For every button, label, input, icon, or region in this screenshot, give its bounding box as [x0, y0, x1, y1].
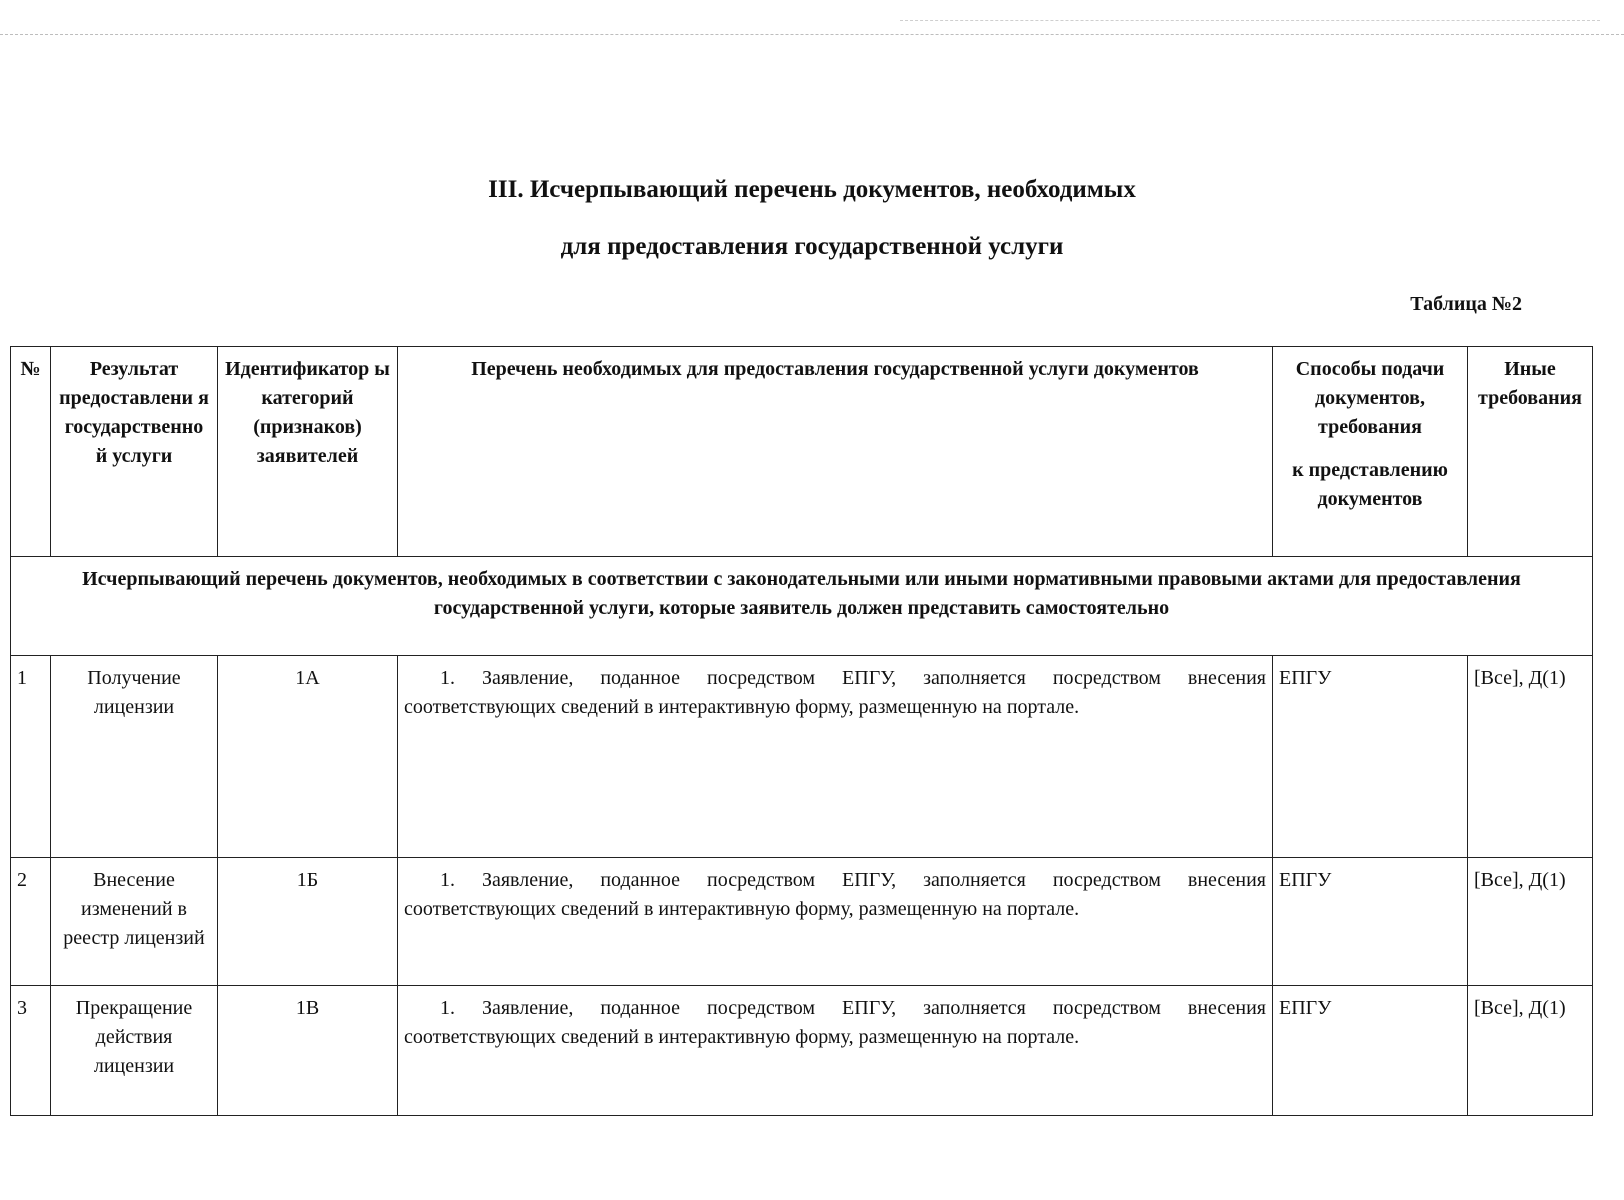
header-num: № — [11, 347, 51, 557]
header-submission-methods — [1273, 347, 1468, 557]
documents-table — [10, 346, 1593, 1116]
row-document-text: 1. Заявление, поданное посредством ЕПГУ, заполняется посредством внесения соответствующих сведений в интерактивную форму, размещенную на портале. — [404, 997, 1266, 1048]
header-applicant-ids: Идентификатор ы категорий (признаков) заявителей — [218, 347, 398, 557]
section-heading-continued: для предоставления государственной услуги — [560, 233, 1064, 260]
row-result: Прекращение действия лицензии — [51, 986, 218, 1116]
row-document-text: 1. Заявление, поданное посредством ЕПГУ, заполняется посредством внесения соответствующих сведений в интерактивную форму, размещенную на портале. — [404, 869, 1266, 920]
table-row — [11, 656, 1593, 858]
row-result: Получение лицензии — [51, 656, 218, 858]
row-submission-method: ЕПГУ — [1273, 656, 1468, 858]
header-methods-line1: Способы подачи документов, требования — [1295, 358, 1445, 438]
table-row — [11, 986, 1593, 1116]
row-num: 1 — [11, 656, 51, 858]
row-applicant-id: 1Б — [218, 858, 398, 986]
row-num: 3 — [11, 986, 51, 1116]
section-heading: III. Исчерпывающий перечень документов, необходимых — [488, 176, 1136, 203]
row-submission-method: ЕПГУ — [1273, 986, 1468, 1116]
row-num: 2 — [11, 858, 51, 986]
row-other-requirements: [Все], Д(1) — [1468, 656, 1593, 858]
row-other-requirements: [Все], Д(1) — [1468, 858, 1593, 986]
header-methods-line2: к представлению документов — [1292, 459, 1448, 510]
header-result: Результат предоставлени я государственно й услуги — [51, 347, 218, 557]
row-applicant-id: 1В — [218, 986, 398, 1116]
row-applicant-id: 1А — [218, 656, 398, 858]
row-document — [398, 986, 1273, 1116]
row-submission-method: ЕПГУ — [1273, 858, 1468, 986]
scan-artifact-line — [900, 20, 1600, 21]
table-section-row — [11, 557, 1593, 656]
table-caption: Таблица №2 — [1410, 293, 1522, 315]
table-header-row — [11, 347, 1593, 557]
row-document-text: 1. Заявление, поданное посредством ЕПГУ, заполняется посредством внесения соответствующих сведений в интерактивную форму, размещенную на портале. — [404, 667, 1266, 718]
table-row — [11, 858, 1593, 986]
header-other-requirements: Иные требования — [1468, 347, 1593, 557]
row-other-requirements: [Все], Д(1) — [1468, 986, 1593, 1116]
header-documents: Перечень необходимых для предоставления государственной услуги документов — [398, 347, 1273, 557]
row-document — [398, 656, 1273, 858]
scan-artifact-line — [0, 34, 1624, 35]
section-title: Исчерпывающий перечень документов, необходимых в соответствии с законодательными или иными нормативными правовыми актами для предоставления государственной услуги, которые заявитель должен представить самостоятельно — [11, 557, 1593, 656]
row-result: Внесение изменений в реестр лицензий — [51, 858, 218, 986]
row-document — [398, 858, 1273, 986]
